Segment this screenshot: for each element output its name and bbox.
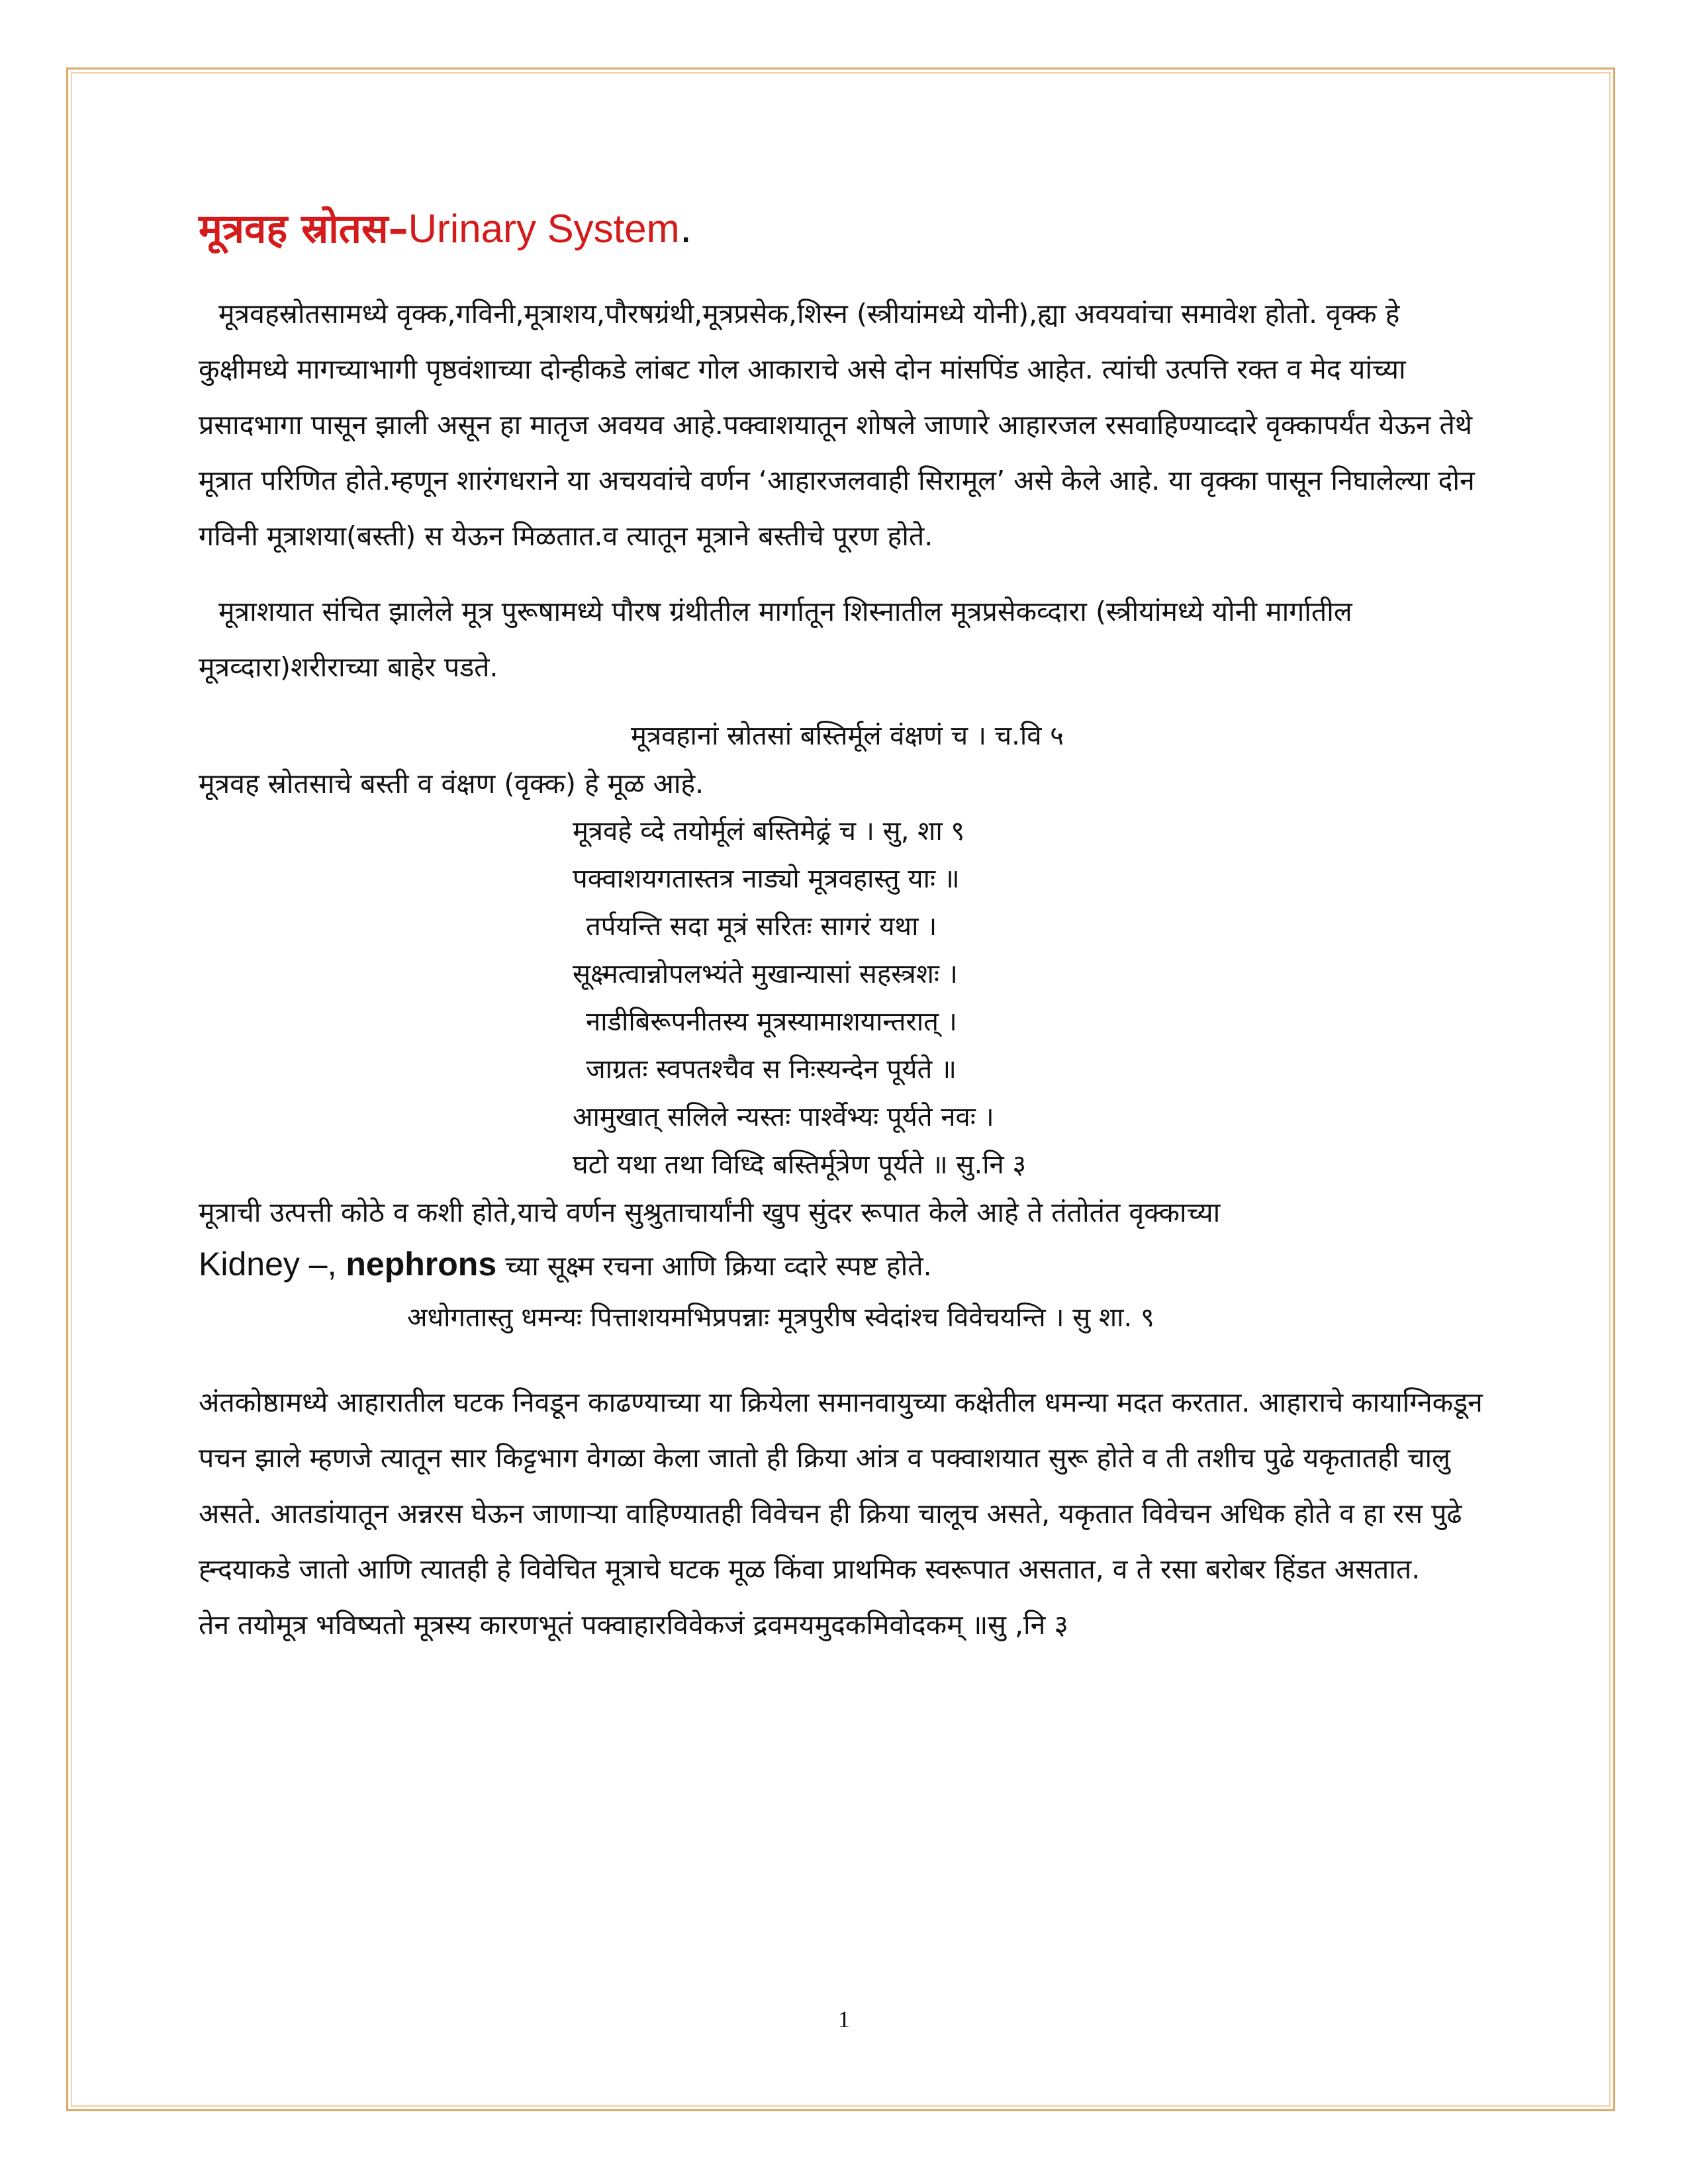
kidney-line [199, 1236, 1496, 1294]
paragraph-excretion: मूत्राशयात संचित झालेले मूत्र पुरूषामध्ये पौरष ग्रंथीतील मार्गातून शिस्नातील मूत्रप्रसेकव्दारा (स्त्रीयांमध्ये योनी मार्गातील मूत्रव्दारा)शरीराच्या बाहेर पडते. [199, 596, 1352, 683]
verse-adhogata: अधोगतास्तु धमन्यः पित्ताशयमभिप्रपन्नाः मूत्रपुरीष स्वेदांश्च विवेचयन्ति । सु शा. ९ [407, 1302, 1154, 1333]
verse-final: तेन तयोमूत्र भविष्यतो मूत्रस्य कारणभूतं पक्वाहारविवेकजं द्रवमयमुदकमिवोदकम् ॥सु ,नि ३ [199, 1609, 1068, 1641]
title-dot: . [679, 206, 692, 252]
verse-line: घटो यथा तथा विध्दि बस्तिर्मूत्रेण पूर्यते ॥ सु.नि ३ [573, 1150, 1027, 1180]
verse-charaka: मूत्रवहानां स्रोतसां बस्तिर्मूलं वंक्षणं च । च.वि ५ [631, 721, 1064, 751]
verse-line: पक्वाशयगतास्तत्र नाड्यो मूत्रवहास्तु याः ॥ [573, 864, 960, 894]
verse-line: नाडीबिरूपनीतस्य मूत्रस्यामाशयान्तरात् । [586, 1007, 957, 1037]
paragraph-intro: मूत्रवहस्रोतसामध्ये वृक्क,गविनी,मूत्राशय,पौरषग्रंथी,मूत्रप्रसेक,शिस्न (स्त्रीयांमध्ये योनी),ह्या अवयवांचा समावेश होतो. वृक्क हे कुक्षीमध्ये मागच्याभागी पृष्ठवंशाच्या दोन्हीकडे लांबट गोल आकाराचे असे दोन मांसपिंड आहेत. त्यांची उत्पत्ति रक्त व मेद यांच्या प्रसादभागा पासून झाली असून हा मातृज अवयव आहे.पक्वाशयातून शोषले जाणारे आहारजल रसवाहिण्याव्दारे वृक्कापर्यंत येऊन तेथे मूत्रात परिणित होते.म्हणून शारंगधराने या अचयवांचे वर्णन ‘आहारजलवाही सिरामूल’ असे केले आहे. या वृक्का पासून निघालेल्या दोन गविनी मूत्राशया(बस्ती) स येऊन मिळतात.व त्यातून मूत्राने बस्तीचे पूरण होते. [199, 298, 1475, 552]
verse-line: तर्पयन्ति सदा मूत्रं सरितः सागरं यथा । [586, 911, 937, 942]
verse-line: जाग्रतः स्वपतश्चैव स निःस्यन्देन पूर्यते ॥ [586, 1054, 957, 1085]
nephrons-text: nephrons [346, 1246, 497, 1283]
paragraph-digestion: अंतकोष्ठामध्ये आहारातील घटक निवडून काढण्याच्या या क्रियेला समानवायुच्या कक्षेतील धमन्या मदत करतात. आहाराचे कायाग्निकडून पचन झाले म्हणजे त्यातून सार किट्टभाग वेगळा केला जातो ही क्रिया आंत्र व पक्वाशयात सुरू होते व ती तशीच पुढे यकृतातही चालु असते. आतडांयातून अन्नरस घेऊन जाणाऱ्या वाहिण्यातही विवेचन ही क्रिया चालूच असते, यकृतात विवेचन अधिक होते व हा रस पुढे ह्न्दयाकडे जातो आणि त्यातही हे विवेचित मूत्राचे घटक मूळ किंवा प्राथमिक स्वरूपात असतात, व ते रसा बरोबर हिंडत असतात. [199, 1387, 1483, 1585]
title-dash: – [388, 206, 408, 252]
page-number: 1 [838, 2006, 850, 2032]
kidney-text: Kidney –, [199, 1246, 346, 1283]
kidney-line-rest: च्या सूक्ष्म रचना आणि क्रिया व्दारे स्पष्ट होते. [496, 1250, 932, 1282]
line-root: मूत्रवह स्रोतसाचे बस्ती व वंक्षण (वृक्क) हे मूळ आहे. [199, 768, 704, 799]
verse-line: सूक्ष्मत्वान्नोपलभ्यंते मुखान्यासां सहस्त्रशः । [573, 959, 958, 989]
title-devanagari: मूत्रवह स्रोतस [199, 206, 389, 252]
verse-line: आमुखात् सलिले न्यस्तः पार्श्वेभ्यः पूर्यते नवः । [573, 1102, 994, 1132]
line-origin: मूत्राची उत्पत्ती कोठे व कशी होते,याचे वर्णन सुश्रुताचार्यांनी खुप सुंदर रूपात केले आहे ते तंतोतंत वृक्काच्या [199, 1197, 1221, 1228]
verse-block [199, 712, 1496, 1189]
title-english: Urinary System [408, 206, 680, 251]
document-body [199, 205, 1496, 1653]
verse-line: मूत्रवहे व्दे तयोर्मूलं बस्तिमेढ्रं च । सु, शा ९ [573, 816, 965, 846]
page-title [199, 205, 1496, 253]
